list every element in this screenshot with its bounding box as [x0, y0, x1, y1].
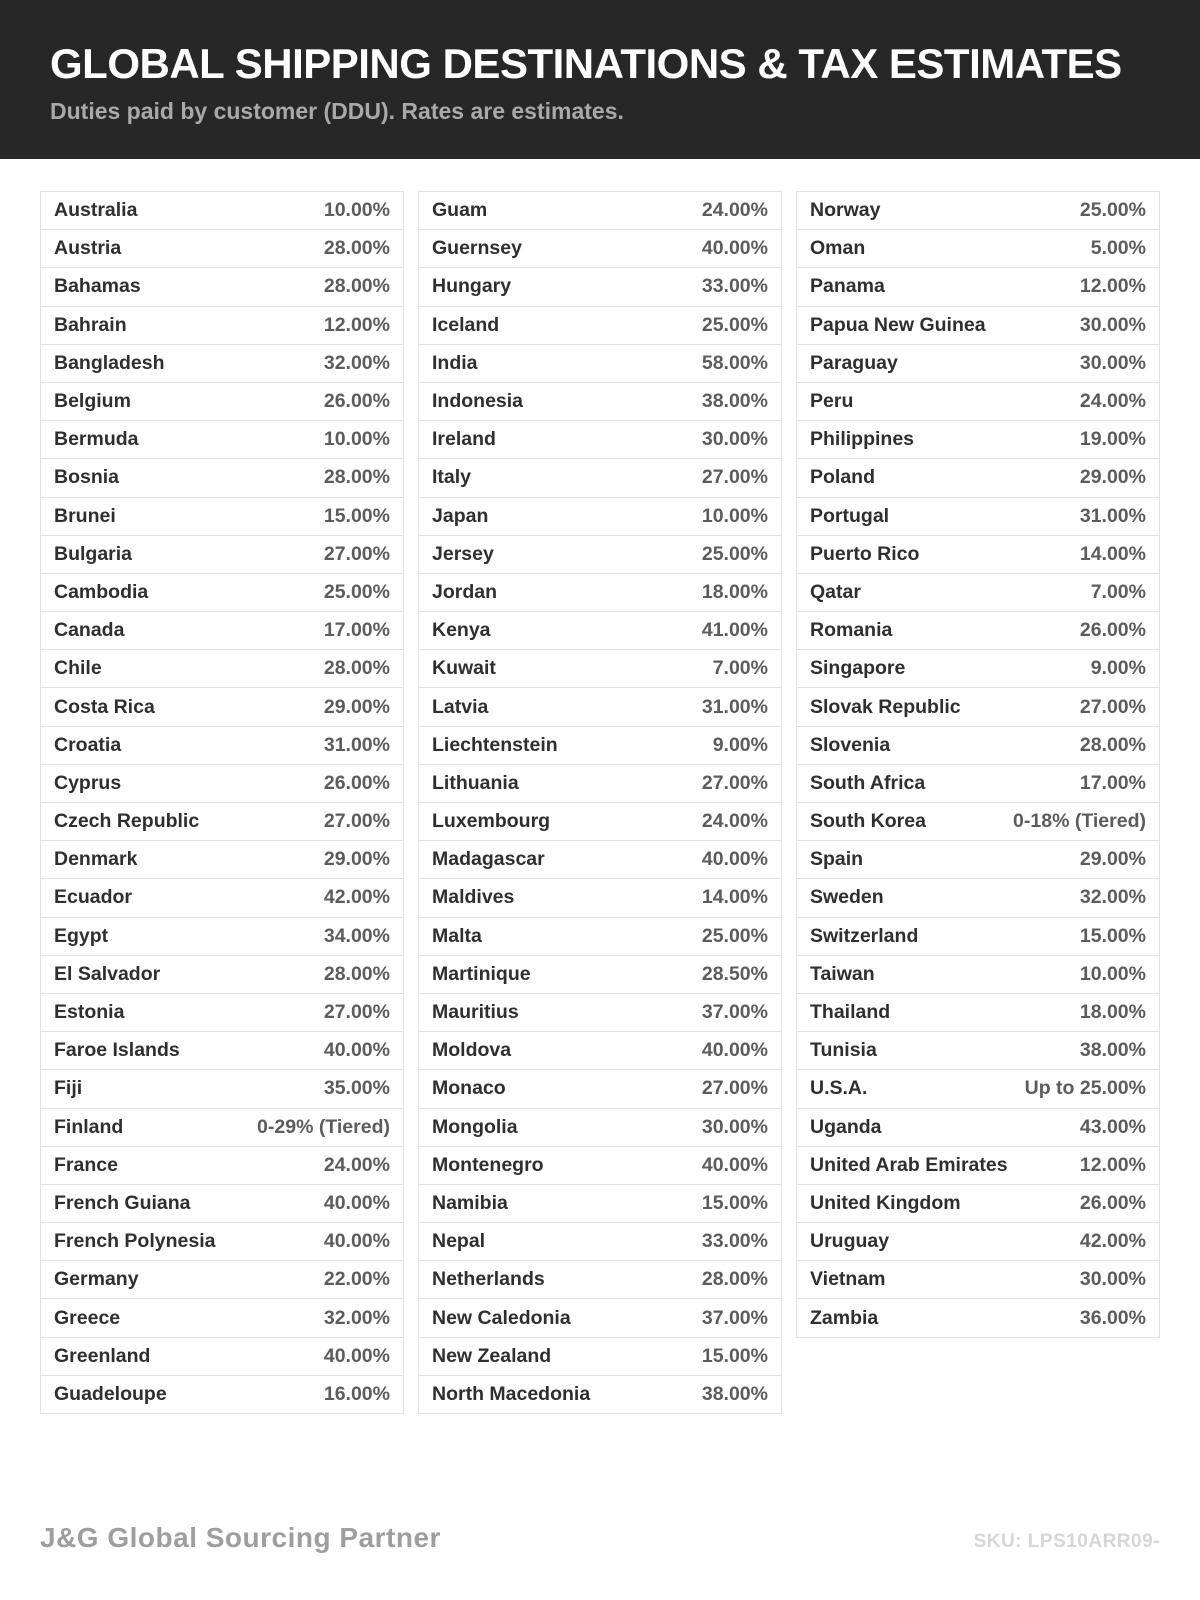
table-row [797, 268, 1159, 306]
table-row [41, 307, 403, 345]
tax-rate: 12.00% [1079, 1153, 1146, 1176]
table-row [419, 1338, 781, 1376]
country-name: U.S.A. [810, 1077, 868, 1100]
table-row [419, 1109, 781, 1147]
tax-rate: 10.00% [1079, 962, 1146, 985]
table-row [797, 612, 1159, 650]
country-name: Jersey [432, 542, 494, 565]
table-row [419, 1147, 781, 1185]
tax-rate: 24.00% [323, 1153, 390, 1176]
country-name: Slovenia [810, 733, 891, 756]
tax-rate: 24.00% [701, 810, 768, 833]
table-row [419, 230, 781, 268]
table-row [419, 956, 781, 994]
tax-rate: 37.00% [701, 1306, 768, 1329]
country-name: Kenya [432, 619, 491, 642]
tax-rate: 7.00% [712, 657, 768, 680]
tax-rate: 15.00% [1079, 924, 1146, 947]
table-row [419, 1299, 781, 1337]
table-row [41, 841, 403, 879]
country-name: Panama [810, 275, 885, 298]
table-row [41, 1261, 403, 1299]
country-name: United Kingdom [810, 1191, 961, 1214]
country-name: Iceland [432, 313, 500, 336]
country-name: North Macedonia [432, 1382, 591, 1405]
country-name: Guadeloupe [54, 1382, 167, 1405]
tax-rate: 28.00% [701, 1268, 768, 1291]
table-row [797, 1032, 1159, 1070]
country-name: Costa Rica [54, 695, 155, 718]
tax-rate: 40.00% [701, 848, 768, 871]
tax-rate: 29.00% [1079, 848, 1146, 871]
table-row [797, 879, 1159, 917]
tax-rate: 32.00% [323, 351, 390, 374]
country-name: Montenegro [432, 1153, 544, 1176]
country-name: Taiwan [810, 962, 875, 985]
table-row [797, 1185, 1159, 1223]
country-name: Sweden [810, 886, 884, 909]
page-footer [0, 1522, 1200, 1600]
country-name: United Arab Emirates [810, 1153, 1008, 1176]
country-name: Belgium [54, 390, 131, 413]
table-row [797, 307, 1159, 345]
country-name: India [432, 351, 478, 374]
country-name: Puerto Rico [810, 542, 920, 565]
table-row [419, 383, 781, 421]
table-row [41, 1185, 403, 1223]
country-name: Lithuania [432, 771, 519, 794]
country-name: Latvia [432, 695, 489, 718]
table-row [41, 421, 403, 459]
country-name: El Salvador [54, 962, 161, 985]
country-name: Martinique [432, 962, 531, 985]
table-row [419, 1376, 781, 1414]
table-row [41, 1376, 403, 1414]
table-row [41, 1147, 403, 1185]
country-name: Estonia [54, 1001, 125, 1024]
table-row [797, 803, 1159, 841]
tax-rate: 0-18% (Tiered) [1013, 810, 1146, 833]
country-name: Monaco [432, 1077, 506, 1100]
table-row [797, 498, 1159, 536]
country-name: Bahrain [54, 313, 127, 336]
table-row [41, 727, 403, 765]
tax-rate: 40.00% [323, 1344, 390, 1367]
table-row [41, 956, 403, 994]
tax-rate: 27.00% [1079, 695, 1146, 718]
page-title: GLOBAL SHIPPING DESTINATIONS & TAX ESTIMATES [50, 40, 1122, 87]
country-name: New Zealand [432, 1344, 552, 1367]
table-row [419, 498, 781, 536]
country-name: Uganda [810, 1115, 882, 1138]
country-name: Japan [432, 504, 489, 527]
country-name: Mauritius [432, 1001, 519, 1024]
country-name: Cyprus [54, 771, 122, 794]
tax-rate: 10.00% [323, 428, 390, 451]
table-row [797, 841, 1159, 879]
table-row [41, 536, 403, 574]
tax-rate: 28.50% [701, 962, 768, 985]
tax-rate: 40.00% [701, 237, 768, 260]
tax-rate: 30.00% [1079, 351, 1146, 374]
country-name: Australia [54, 199, 138, 222]
tax-rate: 12.00% [1079, 275, 1146, 298]
table-row [419, 841, 781, 879]
country-name: Thailand [810, 1001, 891, 1024]
tax-table-column-2 [418, 191, 782, 1414]
table-row [419, 192, 781, 230]
country-name: Egypt [54, 924, 109, 947]
country-name: Bulgaria [54, 542, 133, 565]
country-name: Chile [54, 657, 102, 680]
tax-rate: 31.00% [323, 733, 390, 756]
table-row [41, 1338, 403, 1376]
table-row [41, 383, 403, 421]
tax-rate: 27.00% [701, 466, 768, 489]
tax-rate: 32.00% [1079, 886, 1146, 909]
table-row [419, 421, 781, 459]
table-row [419, 879, 781, 917]
table-row [419, 994, 781, 1032]
tax-rate: 9.00% [1090, 657, 1146, 680]
table-row [41, 345, 403, 383]
tax-rate: 27.00% [323, 542, 390, 565]
table-row [419, 765, 781, 803]
table-row [797, 345, 1159, 383]
tax-rate: 27.00% [323, 1001, 390, 1024]
tax-rate: 42.00% [323, 886, 390, 909]
table-row [41, 650, 403, 688]
tax-rate: 33.00% [701, 275, 768, 298]
table-row [41, 765, 403, 803]
country-name: Spain [810, 848, 864, 871]
tax-rate: 27.00% [701, 771, 768, 794]
table-row [419, 803, 781, 841]
country-name: Maldives [432, 886, 515, 909]
table-row [41, 1109, 403, 1147]
tax-rate: 17.00% [1079, 771, 1146, 794]
tax-rate: 17.00% [323, 619, 390, 642]
tax-rate: 40.00% [701, 1039, 768, 1062]
tax-rate: 58.00% [701, 351, 768, 374]
country-name: Ireland [432, 428, 496, 451]
tax-rate: 31.00% [1079, 504, 1146, 527]
tax-rate: Up to 25.00% [1024, 1077, 1146, 1100]
table-row [41, 918, 403, 956]
country-name: Brunei [54, 504, 116, 527]
country-name: Croatia [54, 733, 122, 756]
country-name: New Caledonia [432, 1306, 571, 1329]
table-row [41, 1223, 403, 1261]
country-name: Bahamas [54, 275, 141, 298]
country-name: Hungary [432, 275, 512, 298]
tax-rate: 12.00% [323, 313, 390, 336]
tax-rate: 42.00% [1079, 1230, 1146, 1253]
tax-rate: 28.00% [323, 275, 390, 298]
table-row [797, 956, 1159, 994]
tax-rate: 28.00% [323, 962, 390, 985]
country-name: Papua New Guinea [810, 313, 986, 336]
tax-rate: 14.00% [1079, 542, 1146, 565]
tax-rate: 10.00% [701, 504, 768, 527]
table-row [419, 268, 781, 306]
tax-rate: 26.00% [1079, 619, 1146, 642]
tax-rate: 15.00% [701, 1191, 768, 1214]
tax-rate: 0-29% (Tiered) [257, 1115, 390, 1138]
country-name: Philippines [810, 428, 915, 451]
tax-rate: 30.00% [701, 428, 768, 451]
country-name: Oman [810, 237, 866, 260]
table-row [797, 650, 1159, 688]
tax-rate: 9.00% [712, 733, 768, 756]
country-name: Mongolia [432, 1115, 518, 1138]
country-name: South Korea [810, 810, 926, 833]
page-subtitle: Duties paid by customer (DDU). Rates are estimates. [50, 98, 624, 124]
tax-rate: 18.00% [701, 580, 768, 603]
table-row [797, 536, 1159, 574]
tax-rate: 25.00% [1079, 199, 1146, 222]
table-row [41, 1070, 403, 1108]
country-name: Peru [810, 390, 854, 413]
country-name: Uruguay [810, 1230, 890, 1253]
tax-rate: 18.00% [1079, 1001, 1146, 1024]
table-row [419, 1185, 781, 1223]
table-row [41, 498, 403, 536]
tax-rate: 34.00% [323, 924, 390, 947]
country-name: Liechtenstein [432, 733, 558, 756]
table-row [797, 459, 1159, 497]
country-name: Cambodia [54, 580, 149, 603]
tax-table [0, 159, 1200, 1414]
country-name: Slovak Republic [810, 695, 961, 718]
country-name: Vietnam [810, 1268, 886, 1291]
country-name: French Polynesia [54, 1230, 216, 1253]
tax-rate: 14.00% [701, 886, 768, 909]
table-row [419, 650, 781, 688]
table-row [797, 1070, 1159, 1108]
table-row [797, 1299, 1159, 1337]
table-row [419, 345, 781, 383]
tax-rate: 25.00% [701, 313, 768, 336]
tax-rate: 35.00% [323, 1077, 390, 1100]
country-name: Greece [54, 1306, 121, 1329]
tax-rate: 22.00% [323, 1268, 390, 1291]
country-name: Greenland [54, 1344, 151, 1367]
tax-rate: 28.00% [323, 657, 390, 680]
table-row [797, 765, 1159, 803]
tax-rate: 38.00% [1079, 1039, 1146, 1062]
country-name: Netherlands [432, 1268, 545, 1291]
table-row [41, 612, 403, 650]
brand-name: J&G Global Sourcing Partner [40, 1522, 441, 1553]
tax-rate: 32.00% [323, 1306, 390, 1329]
table-row [797, 727, 1159, 765]
tax-rate: 16.00% [323, 1382, 390, 1405]
tax-rate: 40.00% [323, 1191, 390, 1214]
country-name: Portugal [810, 504, 890, 527]
country-name: Guernsey [432, 237, 522, 260]
table-row [41, 1299, 403, 1337]
tax-rate: 28.00% [323, 237, 390, 260]
table-row [41, 574, 403, 612]
tax-rate: 30.00% [1079, 1268, 1146, 1291]
tax-rate: 25.00% [323, 580, 390, 603]
country-name: Canada [54, 619, 125, 642]
tax-rate: 15.00% [323, 504, 390, 527]
tax-rate: 30.00% [701, 1115, 768, 1138]
table-row [797, 918, 1159, 956]
country-name: Bermuda [54, 428, 139, 451]
tax-rate: 31.00% [701, 695, 768, 718]
tax-rate: 28.00% [323, 466, 390, 489]
tax-rate: 41.00% [701, 619, 768, 642]
country-name: Fiji [54, 1077, 83, 1100]
tax-rate: 26.00% [323, 771, 390, 794]
table-row [797, 383, 1159, 421]
tax-table-column-3 [796, 191, 1160, 1338]
country-name: South Africa [810, 771, 926, 794]
country-name: Qatar [810, 580, 861, 603]
country-name: Poland [810, 466, 876, 489]
country-name: Switzerland [810, 924, 919, 947]
tax-rate: 38.00% [701, 1382, 768, 1405]
table-row [797, 421, 1159, 459]
table-row [797, 1109, 1159, 1147]
country-name: Germany [54, 1268, 139, 1291]
country-name: Guam [432, 199, 488, 222]
tax-rate: 10.00% [323, 199, 390, 222]
table-row [419, 574, 781, 612]
table-row [419, 1070, 781, 1108]
country-name: France [54, 1153, 118, 1176]
country-name: Paraguay [810, 351, 898, 374]
table-row [419, 536, 781, 574]
table-row [419, 727, 781, 765]
country-name: Italy [432, 466, 472, 489]
country-name: Namibia [432, 1191, 508, 1214]
country-name: Austria [54, 237, 122, 260]
country-name: Bangladesh [54, 351, 165, 374]
table-row [419, 1032, 781, 1070]
tax-rate: 15.00% [701, 1344, 768, 1367]
tax-table-column-1 [40, 191, 404, 1414]
table-row [41, 1032, 403, 1070]
country-name: Faroe Islands [54, 1039, 180, 1062]
country-name: Moldova [432, 1039, 512, 1062]
table-row [41, 994, 403, 1032]
country-name: Czech Republic [54, 810, 200, 833]
tax-rate: 19.00% [1079, 428, 1146, 451]
table-row [797, 574, 1159, 612]
table-row [41, 879, 403, 917]
country-name: Kuwait [432, 657, 496, 680]
country-name: Finland [54, 1115, 124, 1138]
country-name: Indonesia [432, 390, 524, 413]
tax-rate: 27.00% [323, 810, 390, 833]
tax-rate: 24.00% [1079, 390, 1146, 413]
tax-rate: 33.00% [701, 1230, 768, 1253]
tax-rate: 29.00% [323, 695, 390, 718]
table-row [797, 1223, 1159, 1261]
table-row [419, 1261, 781, 1299]
sku-label: SKU: LPS10ARR09- [973, 1531, 1160, 1552]
tax-rate: 7.00% [1090, 580, 1146, 603]
country-name: Bosnia [54, 466, 120, 489]
tax-rate: 26.00% [323, 390, 390, 413]
country-name: French Guiana [54, 1191, 191, 1214]
tax-rate: 40.00% [323, 1039, 390, 1062]
tax-rate: 29.00% [323, 848, 390, 871]
country-name: Denmark [54, 848, 138, 871]
table-row [41, 803, 403, 841]
tax-rate: 38.00% [701, 390, 768, 413]
table-row [419, 612, 781, 650]
table-row [797, 1147, 1159, 1185]
table-row [419, 688, 781, 726]
table-row [41, 459, 403, 497]
country-name: Romania [810, 619, 893, 642]
table-row [797, 1261, 1159, 1299]
tax-rate: 40.00% [323, 1230, 390, 1253]
table-row [419, 307, 781, 345]
country-name: Luxembourg [432, 810, 551, 833]
tax-rate: 37.00% [701, 1001, 768, 1024]
tax-rate: 26.00% [1079, 1191, 1146, 1214]
country-name: Ecuador [54, 886, 133, 909]
table-row [797, 994, 1159, 1032]
table-row [41, 230, 403, 268]
tax-rate: 29.00% [1079, 466, 1146, 489]
tax-rate: 43.00% [1079, 1115, 1146, 1138]
table-row [419, 459, 781, 497]
table-row [419, 1223, 781, 1261]
country-name: Malta [432, 924, 482, 947]
country-name: Nepal [432, 1230, 486, 1253]
page-header [0, 0, 1200, 159]
tax-rate: 36.00% [1079, 1306, 1146, 1329]
tax-rate: 40.00% [701, 1153, 768, 1176]
table-row [41, 688, 403, 726]
tax-rate: 25.00% [701, 542, 768, 565]
tax-rate: 5.00% [1090, 237, 1146, 260]
tax-rate: 30.00% [1079, 313, 1146, 336]
country-name: Zambia [810, 1306, 879, 1329]
table-row [41, 192, 403, 230]
country-name: Tunisia [810, 1039, 877, 1062]
country-name: Jordan [432, 580, 498, 603]
country-name: Singapore [810, 657, 906, 680]
tax-rate: 24.00% [701, 199, 768, 222]
country-name: Madagascar [432, 848, 545, 871]
country-name: Norway [810, 199, 881, 222]
tax-rate: 28.00% [1079, 733, 1146, 756]
table-row [797, 230, 1159, 268]
table-row [797, 192, 1159, 230]
tax-rate: 27.00% [701, 1077, 768, 1100]
table-row [797, 688, 1159, 726]
table-row [419, 918, 781, 956]
table-row [41, 268, 403, 306]
tax-rate: 25.00% [701, 924, 768, 947]
